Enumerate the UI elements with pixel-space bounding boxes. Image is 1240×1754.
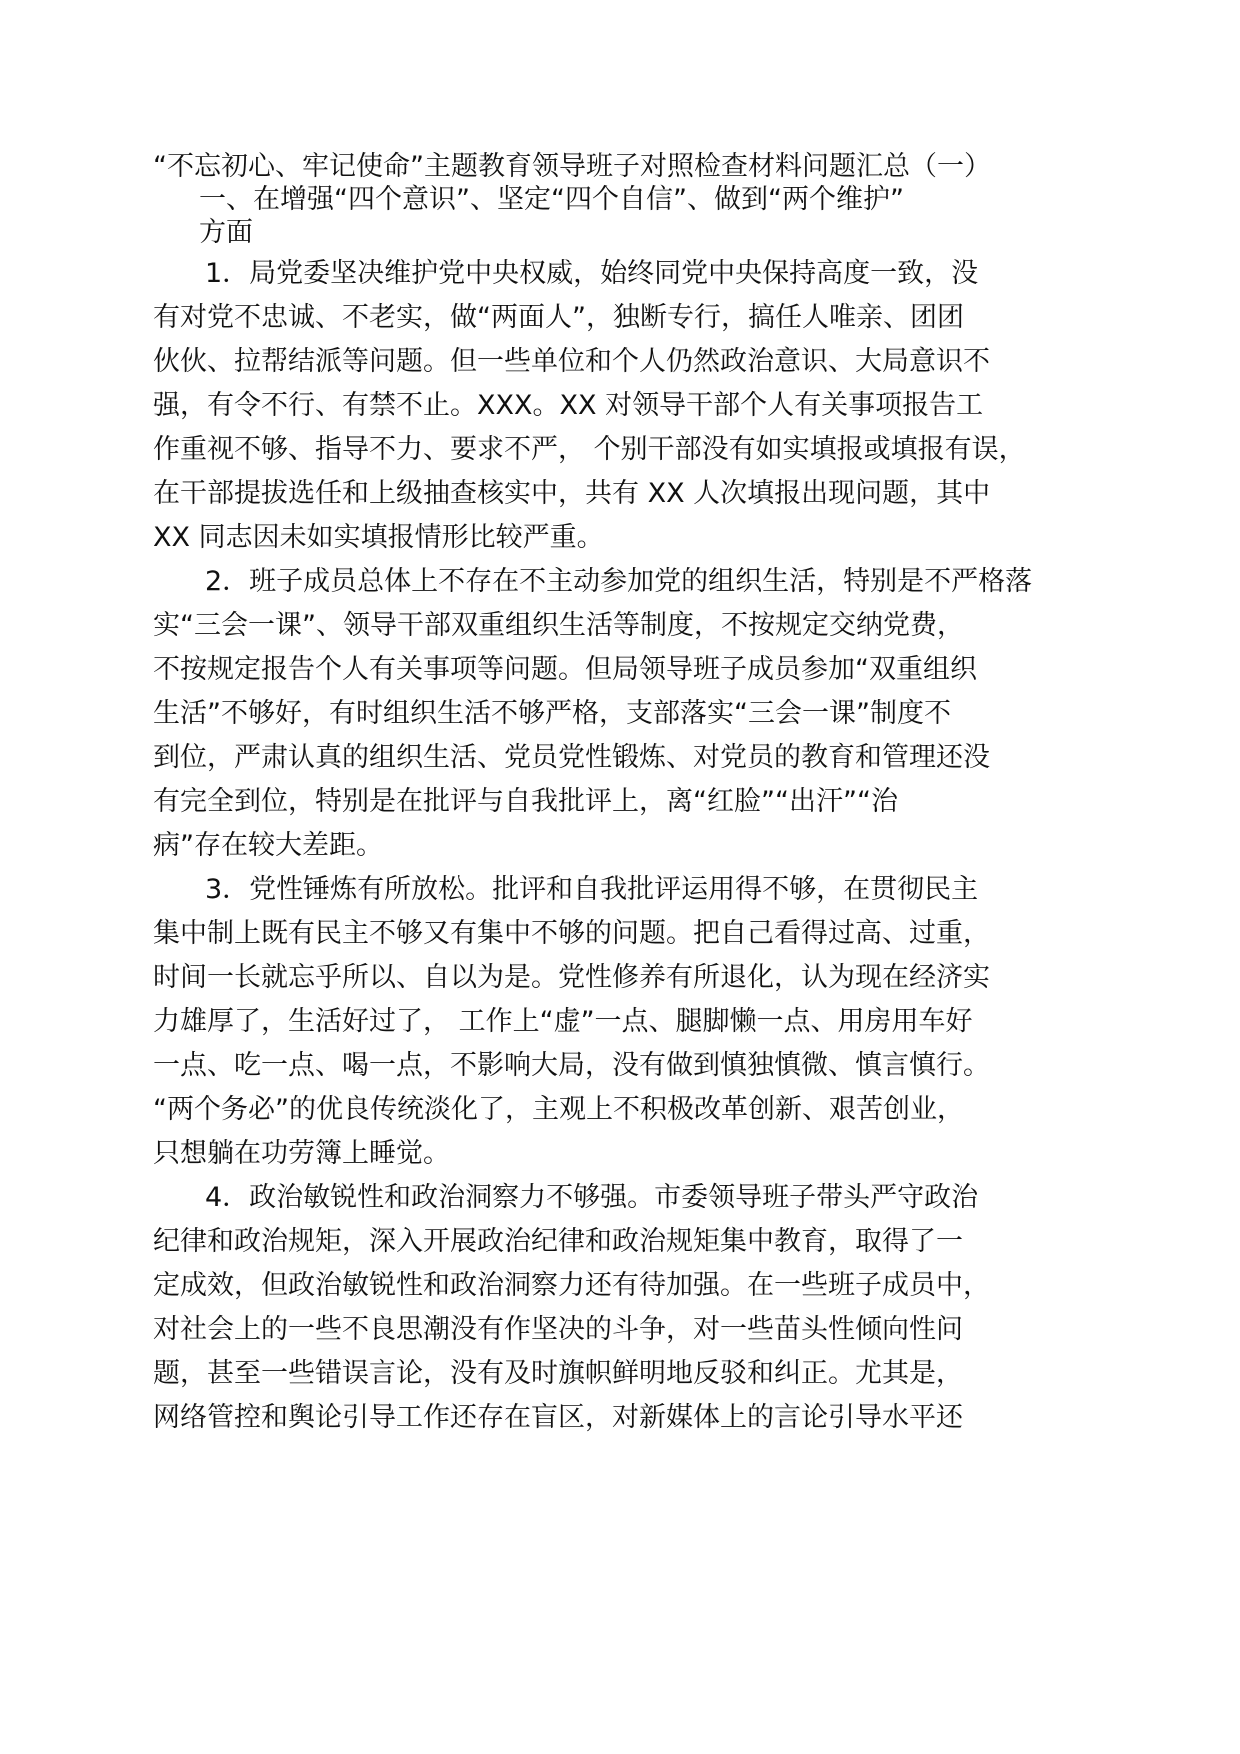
body-line: 有对党不忠诚、不老实，做“两面人”，独断专行，搞任人唯亲、团团 xyxy=(153,302,964,333)
body-line: 有完全到位，特别是在批评与自我批评上，离“红脸”“出汗”“治 xyxy=(153,786,898,817)
body-line: 作重视不够、指导不力、要求不严， 个别干部没有如实填报或填报有误， xyxy=(153,434,1026,465)
body-line: 网络管控和舆论引导工作还存在盲区，对新媒体上的言论引导水平还 xyxy=(153,1402,963,1433)
body-line: 纪律和政治规矩，深入开展政治纪律和政治规矩集中教育，取得了一 xyxy=(153,1226,963,1257)
body-line: 实“三会一课”、领导干部双重组织生活等制度，不按规定交纳党费， xyxy=(153,610,964,641)
body-line: 只想躺在功劳簿上睡觉。 xyxy=(153,1138,450,1169)
body-line: 强，有令不行、有禁不止。XXX。XX 对领导干部个人有关事项报告工 xyxy=(153,390,984,421)
body-line: 对社会上的一些不良思潮没有作坚决的斗争，对一些苗头性倾向性问 xyxy=(153,1314,963,1345)
body-line: 3．党性锤炼有所放松。批评和自我批评运用得不够，在贯彻民主 xyxy=(205,874,979,905)
body-line: 题，甚至一些错误言论，没有及时旗帜鲜明地反驳和纠正。尤其是， xyxy=(153,1358,963,1389)
body-line: XX 同志因未如实填报情形比较严重。 xyxy=(153,522,604,553)
body-line: 4．政治敏锐性和政治洞察力不够强。市委领导班子带头严守政治 xyxy=(205,1182,979,1213)
body-line: 集中制上既有民主不够又有集中不够的问题。把自己看得过高、过重， xyxy=(153,918,990,949)
section-heading-line: 方面 xyxy=(199,217,253,248)
body-line: 定成效，但政治敏锐性和政治洞察力还有待加强。在一些班子成员中， xyxy=(153,1270,990,1301)
body-line: 伙伙、拉帮结派等问题。但一些单位和个人仍然政治意识、大局意识不 xyxy=(153,346,990,377)
body-line: 在干部提拔选任和上级抽查核实中，共有 XX 人次填报出现问题，其中 xyxy=(153,478,991,509)
body-line: 生活”不够好，有时组织生活不够严格，支部落实“三会一课”制度不 xyxy=(153,698,951,729)
body-line: 一点、吃一点、喝一点，不影响大局，没有做到慎独慎微、慎言慎行。 xyxy=(153,1050,990,1081)
body-line: 病”存在较大差距。 xyxy=(153,830,383,861)
body-line: 1．局党委坚决维护党中央权威，始终同党中央保持高度一致，没 xyxy=(205,258,979,289)
body-line: “两个务必”的优良传统淡化了，主观上不积极改革创新、艰苦创业， xyxy=(153,1094,964,1125)
body-line: 不按规定报告个人有关事项等问题。但局领导班子成员参加“双重组织 xyxy=(153,654,977,685)
body-line: 2．班子成员总体上不存在不主动参加党的组织生活，特别是不严格落 xyxy=(205,566,1033,597)
body-line: 力雄厚了，生活好过了， 工作上“虚”一点、腿脚懒一点、用房用车好 xyxy=(153,1006,973,1037)
body-line: 时间一长就忘乎所以、自以为是。党性修养有所退化，认为现在经济实 xyxy=(153,962,990,993)
body-line: 到位，严肃认真的组织生活、党员党性锻炼、对党员的教育和管理还没 xyxy=(153,742,990,773)
section-heading-line: 一、在增强“四个意识”、坚定“四个自信”、做到“两个维护” xyxy=(199,184,904,215)
document-title: “不忘初心、牢记使命”主题教育领导班子对照检查材料问题汇总（一） xyxy=(153,151,991,182)
